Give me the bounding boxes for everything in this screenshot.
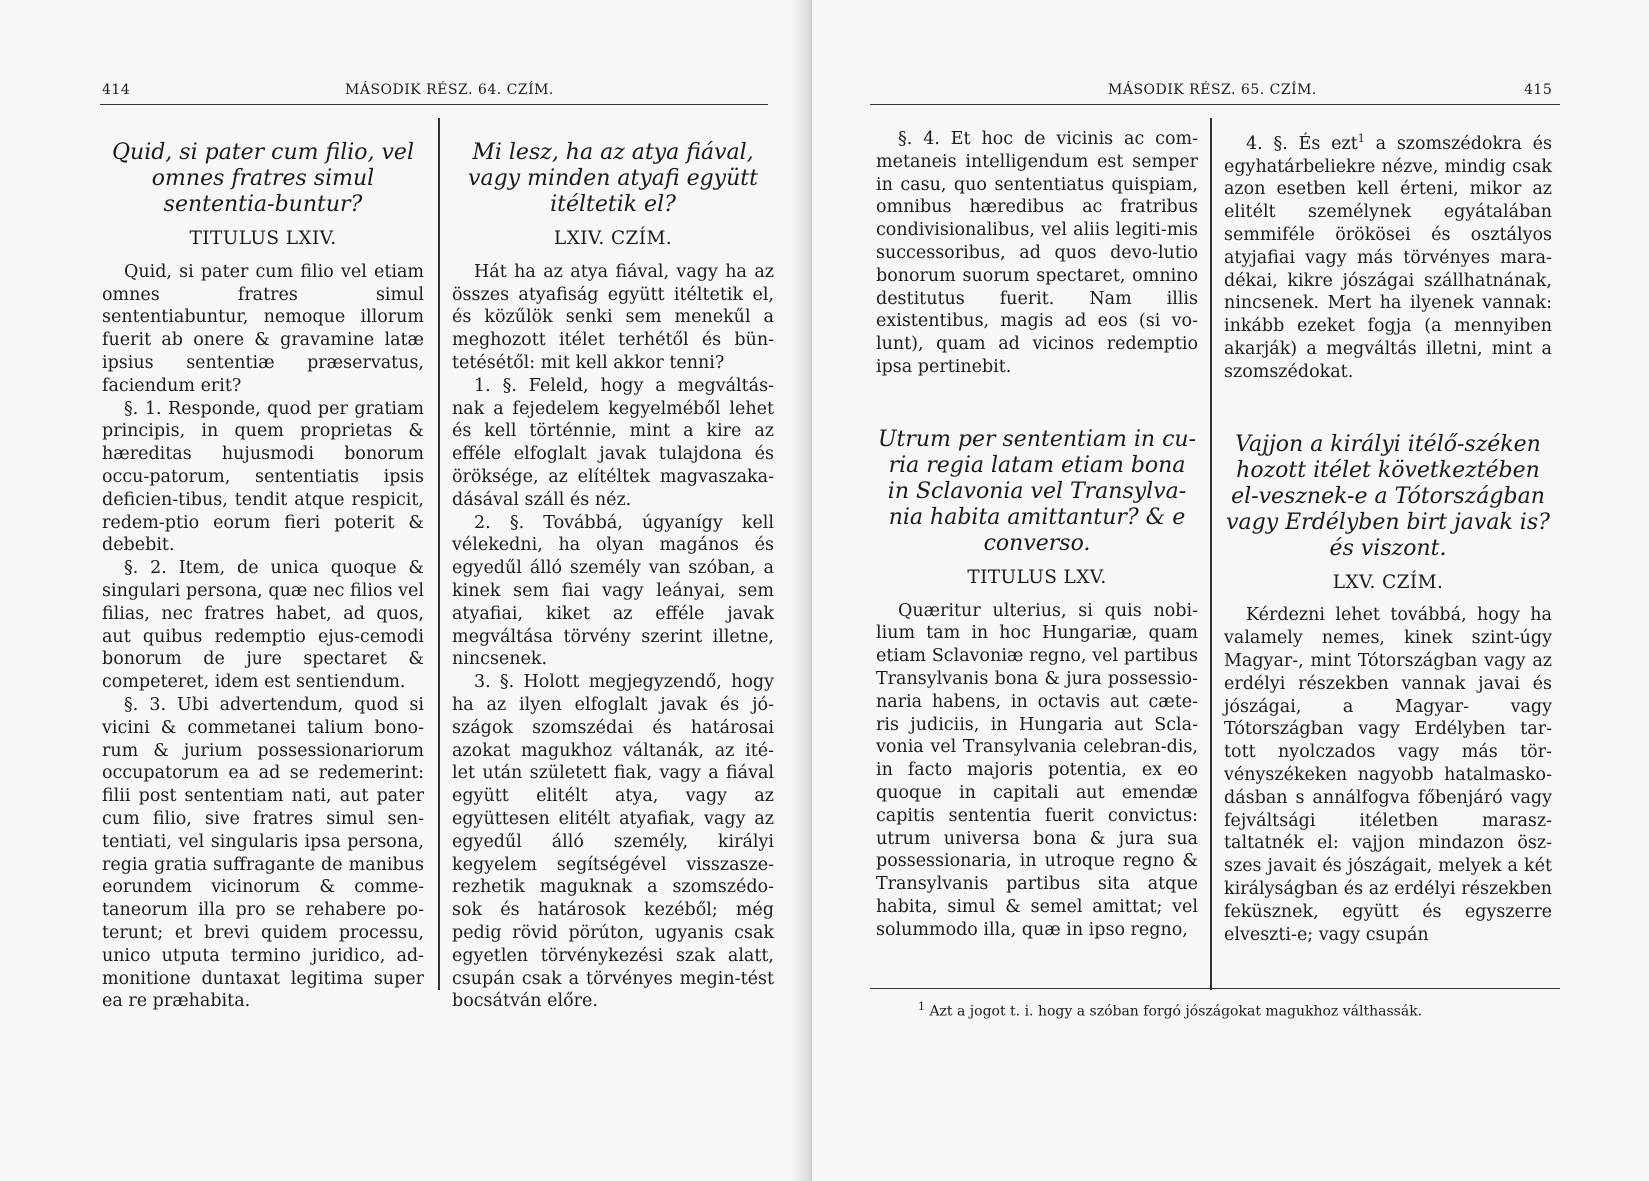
section-title: Vajjon a királyi itélő-széken hozott itélet következtében el-vesznek-e a Tótországban vagy Erdélyben birt javak is? és viszont.	[1226, 431, 1550, 561]
page-number: 414	[102, 82, 131, 98]
header-rule	[870, 104, 1560, 105]
footnote-rule	[870, 988, 1560, 989]
titulus-heading: TITULUS LXV.	[967, 566, 1107, 588]
section-title: Quid, si pater cum filio, vel omnes fratres simul sententia-buntur?	[111, 140, 414, 217]
titulus-heading: TITULUS LXIV.	[189, 228, 337, 249]
paragraph: Kérdezni lehet továbbá, hogy ha valamely nemes, kinek szint-úgy Magyar-, mint Tótországban vagy az erdélyi részekben vannak javai és jószágai, a Magyar- vagy Tótországban vagy Erdélyben tar-tott nyolczados vagy más tör-vényszékeken nagyobb hatalmasko-dásban s annálfogva főbenjáró vagy fejváltsági itéletben marasz-taltatnék el: vajjon mindazon ösz-szes javait és jószágait, melyek a két királyságban és az erdélyi részekben feküsznek, együtt és egyszerre elveszti-e; vagy csupán	[1224, 605, 1552, 945]
paragraph-rest: a szomszédokra és egyhatárbeliekre nézve, mindig csak azon esetben kell érteni, mikor az elitélt személynek egyátalában semmiféle örökösei és osztályos atyjafiai vagy más törvényes mara-dékai, kikre jószágai szállhatnának, nincsenek. Mert ha ilyenek vannak: inkább ezeket fogja (a mennyiben akarják) a megváltás illetni, mint a szomszédokat.	[1224, 133, 1552, 382]
paragraph	[1224, 128, 1552, 384]
paragraph: §. 2. Item, de unica quoque & singulari persona, quæ nec filios vel filias, nec fratres habet, ad quos, aut quibus redemptio ejus-cemodi bonorum de jure spectaret & competeret, idem est sentiendum.	[102, 558, 424, 693]
latin-column	[876, 128, 1198, 942]
paragraph: 1. §. Feleld, hogy a megváltás-nak a fejedelem kegyelméből lehet és kell történnie, mint a kire az efféle elfoglalt javak tulajdona és öröksége, az elítéltek magvaszaka-dásával száll és néz.	[452, 375, 774, 510]
section-title: Mi lesz, ha az atya fiával, vagy minden atyafi együtt itéltetik el?	[468, 140, 758, 217]
paragraph-start: 4. §. És ezt	[1246, 133, 1358, 154]
section-title: Utrum per sententiam in cu-ria regia latam etiam bona in Sclavonia vel Transylva-nia habita amittantur? & e converso.	[877, 426, 1196, 556]
paragraph: 2. §. Továbbá, úgyanígy kell vélekedni, ha olyan magános és egyedűl álló személy van szóban, a kinek sem fiai vagy leányai, sem atyafiai, kiket az efféle javak megváltása törvény szerint illetne, nincsenek.	[452, 512, 774, 670]
column-divider	[438, 118, 440, 990]
header-rule	[100, 104, 768, 105]
page-number: 415	[1524, 82, 1553, 98]
paragraph: §. 1. Responde, quod per gratiam principis, in quem proprietas & hæreditas hujusmodi bonorum occu-patorum, sententiatis ipsis deficien-tibus, tendit atque respicit, redem-ptio eorum fieri poterit & debebit.	[102, 398, 424, 556]
latin-column	[102, 140, 424, 1013]
paragraph: Hát ha az atya fiával, vagy ha az összes atyafiság együtt itéltetik el, és közűlök senki sem menekűl a meghozott itélet terhétől és bün-tetésétől: mit kell akkor tenni?	[452, 261, 774, 373]
footnote-reference: 1	[1357, 132, 1365, 145]
footnote	[918, 998, 1578, 1021]
paragraph: §. 4. Et hoc de vicinis ac com-metaneis intelligendum est semper in casu, quo sententiatus quispiam, omnibus hæredibus ac fratribus condivisionalibus, vel aliis legiti-mis successoribus, ad quos devo-lutio bonorum suorum spectaret, omnino destitutus fuerit. Nam illis existentibus, magis ad eos (si vo-lunt), quam ad vicinos redemptio ipsa pertinebit.	[876, 129, 1198, 377]
hungarian-column	[452, 140, 774, 1013]
paragraph: §. 3. Ubi advertendum, quod si vicini & commetanei talium bono-rum & jurium possessionariorum occupatorum ea ad se redemerint: filii post sententiam nati, aut pater cum filio, sive fratres simul sen-tentiati, vel singularis ipsa persona, regia gratia suffragante de manibus eorundem vicinorum & comme-taneorum illa pro se rehabere po-terunt; et brevi quidem processu, unico utputa termino juridico, ad-monitione duntaxat legitima super ea re præhabita.	[102, 694, 424, 1012]
hungarian-column	[1224, 128, 1552, 946]
footnote-mark: 1	[918, 1000, 925, 1013]
paragraph: Quæritur ulterius, si quis nobi-lium tam in hoc Hungariæ, quam etiam Sclavoniæ regno, vel partibus Transylvanis bona & jura possessio-naria habens, in octavis aut cæte-ris judiciis, in Hungaria aut Scla-vonia vel Transylvania celebran-dis, in facto majoris potentia, ex eo quoque in capitali aut emendæ capitis sententia fuerit convictus: utrum universa bona & jura sua possessionaria, in utroque regno & Transylvanis partibus sita atque habita, simul & semel amittat; vel solummodo illa, quæ in ipso regno,	[876, 600, 1198, 940]
right-page	[812, 0, 1649, 1181]
czim-heading: LXIV. CZÍM.	[553, 228, 673, 249]
paragraph: Quid, si pater cum filio vel etiam omnes fratres simul sententiabuntur, nemoque illorum fuerit ab onere & gravamine latæ ipsius sententiæ præservatus, faciendum erit?	[102, 261, 424, 396]
paragraph: 3. §. Holott megjegyzendő, hogy ha az ilyen elfoglalt javak és jó-szágok szomszédai és határosai azokat magukhoz váltanák, az ité-let után született fiak, vagy a fiával együtt elitélt atya, vagy az együttesen elitélt atyafiak, vagy az egyedűl álló személy, királyi kegyelem segítségével visszasze-rezhetik maguknak a szomszédo-sok és határosok kezéből; még pedig rövid pörúton, ugyanis csak egyetlen törvénykezési szak alatt, csupán csak a törvényes megin-tést bocsátván előre.	[452, 672, 774, 1012]
czim-heading: LXV. CZÍM.	[1332, 571, 1444, 593]
column-divider	[1210, 118, 1212, 990]
left-page	[0, 0, 812, 1181]
running-head: MÁSODIK RÉSZ. 65. CZÍM.	[1108, 82, 1317, 98]
footnote-text: Azt a jogot t. i. hogy a szóban forgó jószágokat magukhoz válthassák.	[925, 1003, 1423, 1020]
running-head: MÁSODIK RÉSZ. 64. CZÍM.	[345, 82, 554, 98]
